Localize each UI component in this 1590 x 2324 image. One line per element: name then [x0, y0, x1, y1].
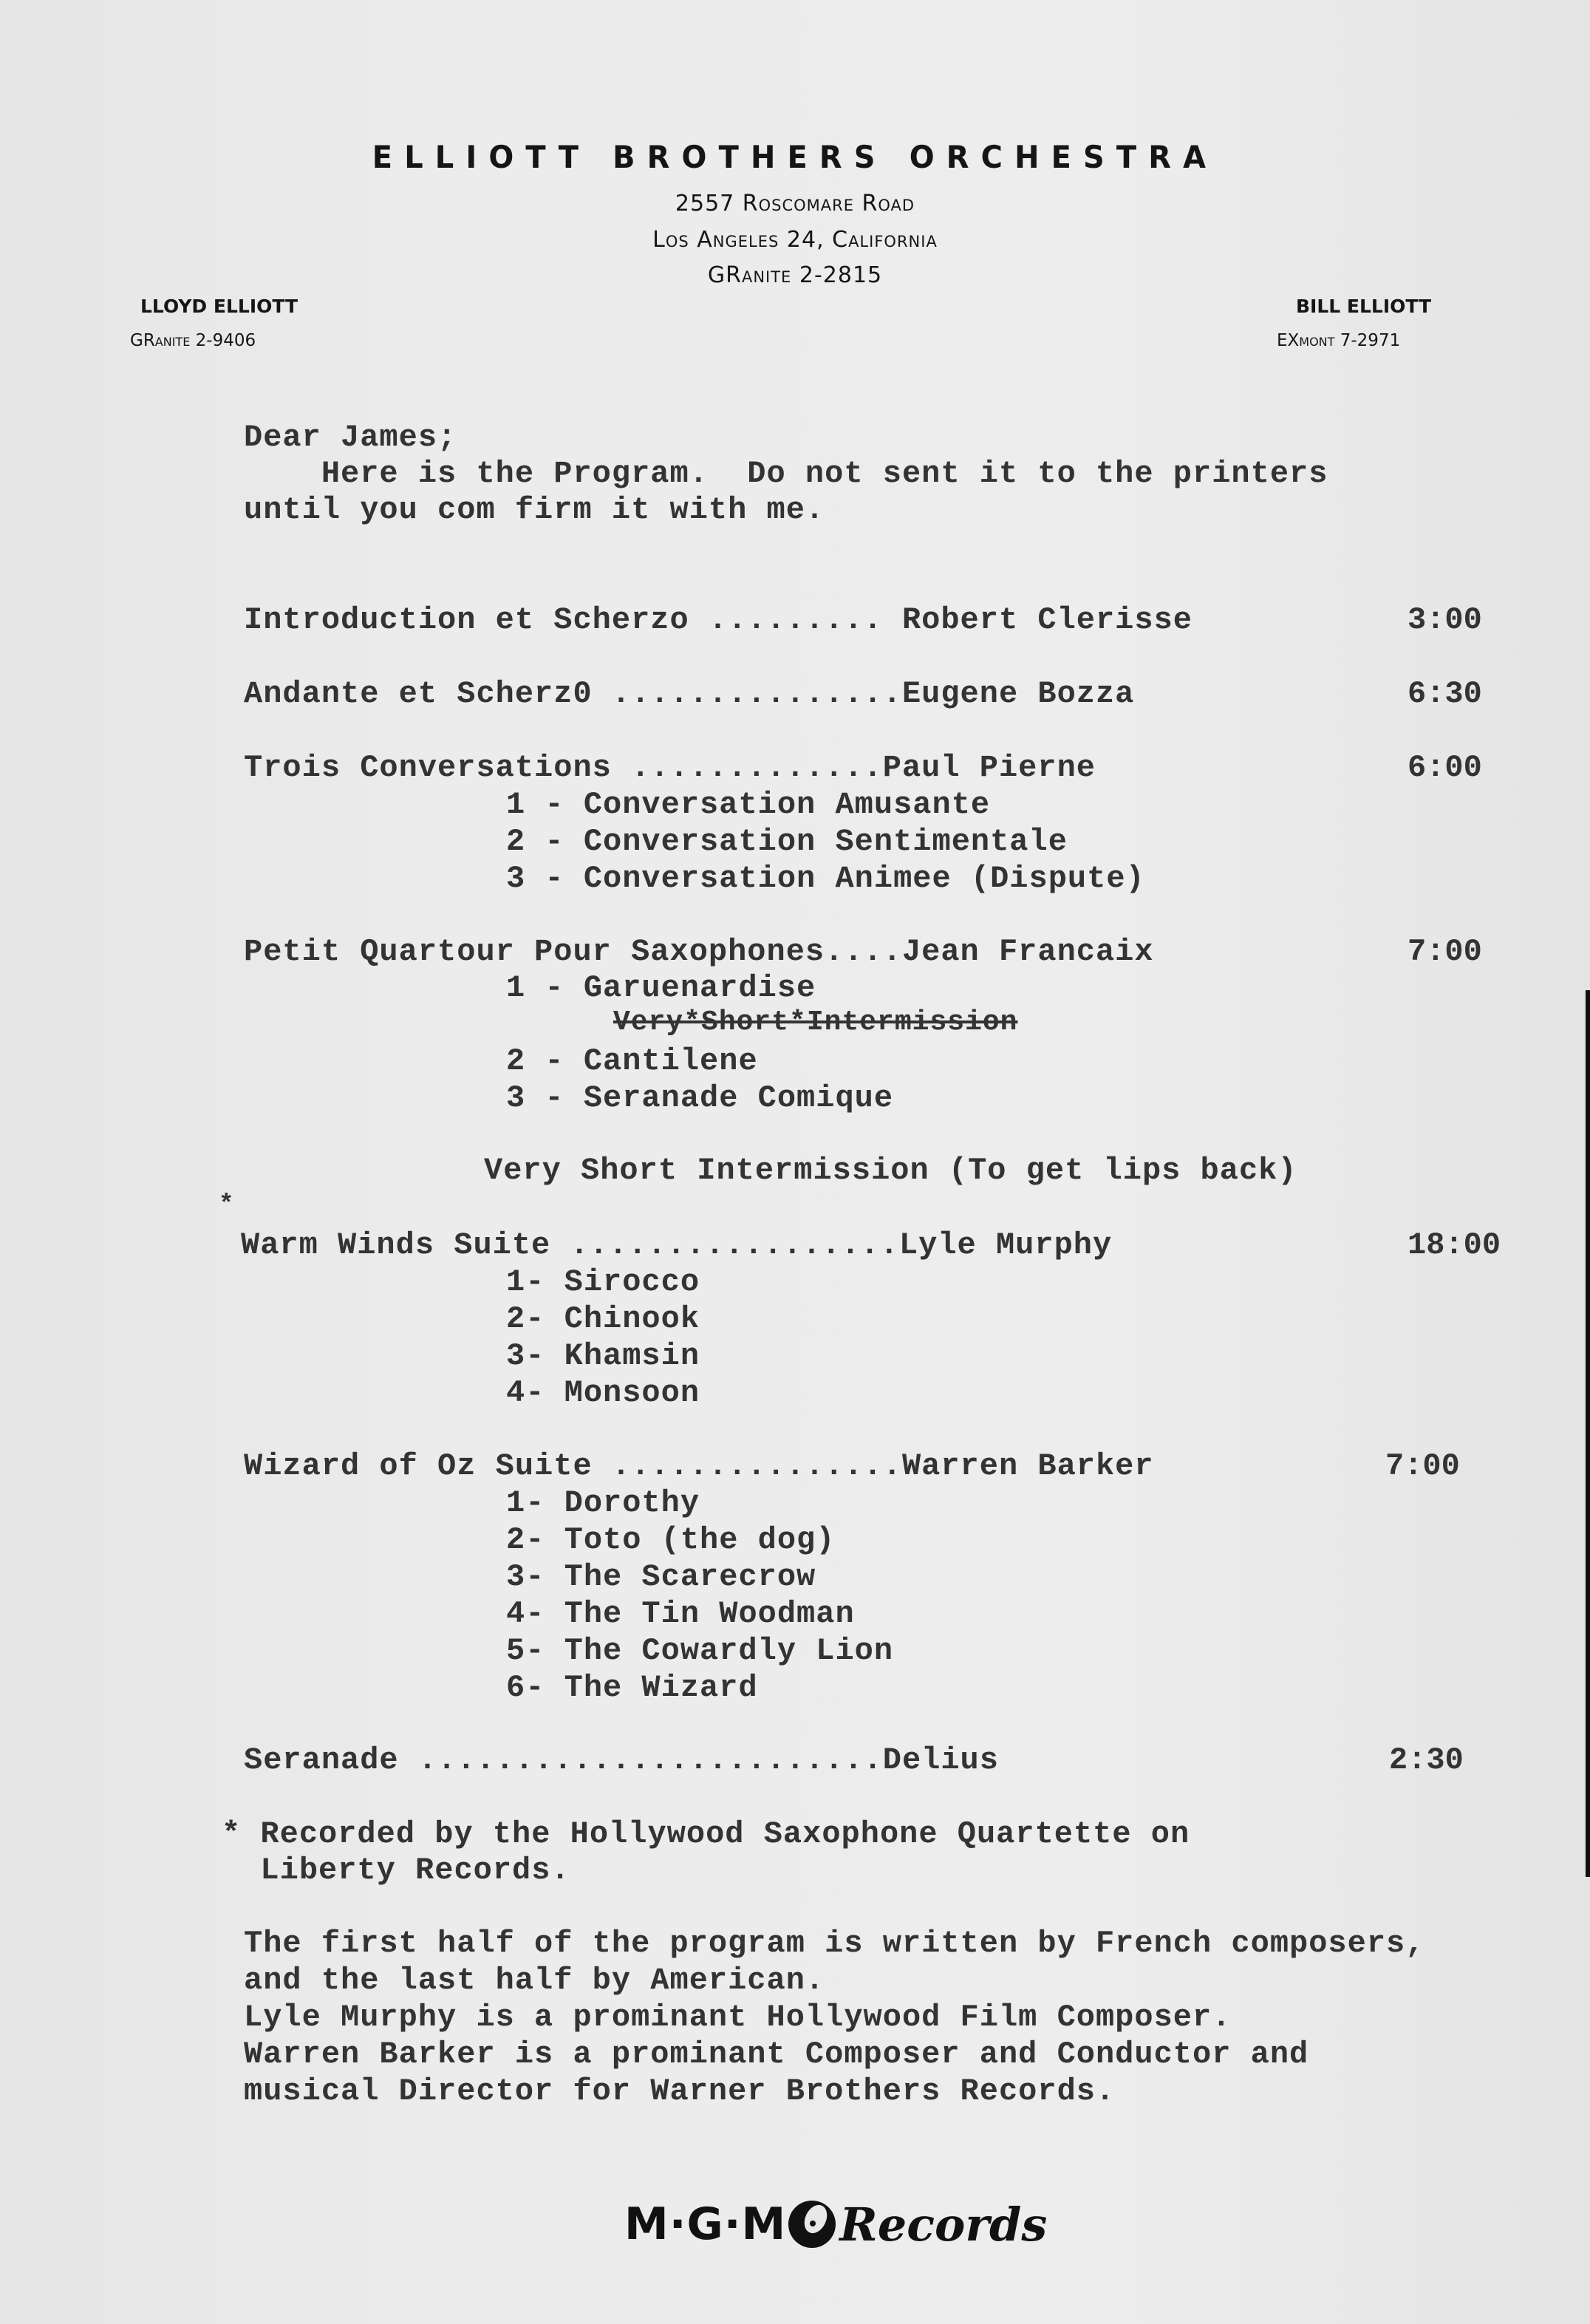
movement-item: 1 - Garuenardise [506, 970, 816, 1006]
movement-item: 2- Chinook [506, 1301, 700, 1337]
program-item-title: Wizard of Oz Suite ...............Warren Barker [244, 1448, 1154, 1484]
program-item-title: Andante et Scherz0 ...............Eugene Bozza [244, 676, 1135, 712]
movement-item: 2 - Cantilene [506, 1043, 758, 1079]
program-item-title: Trois Conversations .............Paul Pierne [244, 750, 1096, 786]
intermission-note: Very Short Intermission (To get lips back) [484, 1153, 1297, 1188]
note-line: and the last half by American. [244, 1963, 825, 1998]
movement-item: 3 - Seranade Comique [506, 1080, 894, 1116]
program-item-duration: 2:30 [1389, 1742, 1464, 1778]
asterisk-marker: * [219, 1191, 235, 1219]
note-line: Lyle Murphy is a prominant Hollywood Film Composer. [244, 2000, 1232, 2035]
program-item-duration: 7:00 [1385, 1448, 1460, 1484]
movement-item: 1- Sirocco [506, 1264, 700, 1300]
note-line: The first half of the program is written by French composers, [244, 1926, 1425, 1961]
note-line: musical Director for Warner Brothers Records. [244, 2073, 1116, 2109]
program-item-title: Introduction et Scherzo ......... Robert Clerisse [244, 602, 1193, 638]
movement-item: 3 - Conversation Animee (Dispute) [506, 861, 1145, 896]
note-line: Warren Barker is a prominant Composer and Conductor and [244, 2037, 1309, 2072]
vinyl-record-icon [786, 2198, 838, 2250]
letterhead-left-name: LLOYD ELLIOTT [140, 296, 298, 317]
program-item-duration: 6:00 [1408, 750, 1482, 786]
program-item-duration: 7:00 [1408, 934, 1482, 970]
letterhead-address-street: 2557 Roscomare Road [675, 191, 915, 217]
struck-out-text: Very*Short*Intermission [613, 1006, 1018, 1038]
movement-item: 1 - Conversation Amusante [506, 787, 991, 822]
letterhead-right-name: BILL ELLIOTT [1296, 296, 1432, 317]
program-item-duration: 18:00 [1408, 1227, 1501, 1263]
logo-brand: M·G·M [624, 2198, 787, 2250]
movement-item: 4- Monsoon [506, 1375, 700, 1411]
letterhead-right-phone: EXmont 7-2971 [1277, 331, 1401, 350]
program-item-title: Petit Quartour Pour Saxophones....Jean Francaix [244, 934, 1154, 970]
letterhead-phone-main: GRanite 2-2815 [707, 262, 883, 288]
salutation: Dear James; [244, 420, 457, 455]
movement-item: 3- The Scarecrow [506, 1559, 816, 1595]
movement-item: 2- Toto (the dog) [506, 1522, 836, 1558]
footnote-line: Liberty Records. [222, 1853, 570, 1888]
movement-item: 3- Khamsin [506, 1338, 700, 1374]
movement-item: 4- The Tin Woodman [506, 1596, 855, 1632]
page-edge-shadow [1586, 990, 1590, 1877]
movement-item: 2 - Conversation Sentimentale [506, 824, 1068, 859]
program-item-duration: 6:30 [1408, 676, 1482, 712]
letterhead-left-phone: GRanite 2-9406 [130, 331, 256, 350]
movement-item: 1- Dorothy [506, 1485, 700, 1521]
program-item-title: Seranade ........................Delius [244, 1742, 999, 1778]
movement-item: 5- The Cowardly Lion [506, 1633, 894, 1669]
program-item-title: Warm Winds Suite .................Lyle Murphy [241, 1227, 1113, 1263]
movement-item: 6- The Wizard [506, 1670, 758, 1705]
letterhead-address-city: Los Angeles 24, California [652, 227, 938, 253]
letterhead-title: ELLIOTT BROTHERS ORCHESTRA [372, 139, 1218, 175]
footnote-line: * Recorded by the Hollywood Saxophone Quartette on [222, 1816, 1190, 1852]
mgm-records-logo [624, 2195, 1047, 2254]
letter-body-line: Here is the Program. Do not sent it to the printers [244, 456, 1328, 491]
logo-script: Records [839, 2197, 1048, 2252]
program-item-duration: 3:00 [1408, 602, 1482, 638]
letter-body-line: until you com firm it with me. [244, 492, 825, 528]
